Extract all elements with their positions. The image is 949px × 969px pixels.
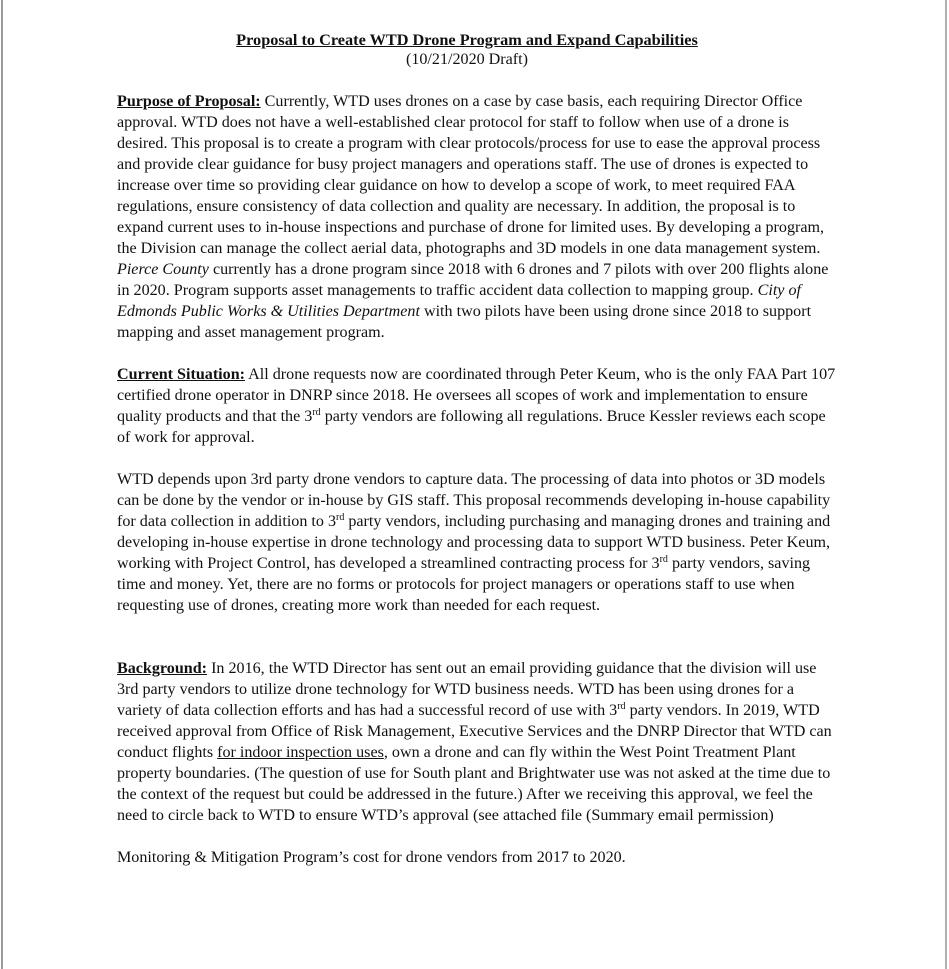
background-paragraph <box>117 658 837 826</box>
vendors-paragraph <box>117 469 837 616</box>
current-text-1: All drone requests now are coordinated through Peter Keum, who is the only FAA Part 107 certified drone operator in DNRP since 2018. He oversees all scopes of work and implementation to ensure quality products and that the 3 <box>117 366 836 425</box>
document-title: Proposal to Create WTD Drone Program and Expand Capabilities <box>236 30 698 49</box>
depends-text-1: WTD depends upon 3rd party drone vendors to capture data. The processing of data into photos or 3D models can be done by the vendor or in-house by GIS staff. This proposal recommends developing in-house capability for data collection in addition to 3 <box>117 471 831 530</box>
current-situation-label: Current Situation: <box>117 366 246 383</box>
page-left-edge <box>1 0 3 969</box>
purpose-italic-edmonds: City of Edmonds Public Works & Utilities Department <box>117 282 801 320</box>
purpose-text-1: Currently, WTD uses drones on a case by case basis, each requiring Director Office approval. WTD does not have a well-established clear protocol for staff to follow when use of a drone is desired. This proposal is to create a program with clear protocols/process for use to ease the approval process and provide clear guidance for busy project managers and operations staff. The use of drones is expected to increase over time so providing clear guidance on how to develop a scope of work, to meet required FAA regulations, ensure consistency of data collection and quality are necessary. In addition, the proposal is to expand current uses to in-house inspections and purchase of drone for limited uses. By developing a program, the Division can manage the collect aerial data, photographs and 3D models in one data management system. <box>117 93 825 257</box>
purpose-italic-pierce: Pierce County <box>117 261 209 278</box>
purpose-label: Purpose of Proposal: <box>117 93 261 110</box>
depends-text-3: party vendors, saving time and money. Yet, there are no forms or protocols for project managers or operations staff to use when requesting use of drones, creating more work than needed for each request. <box>117 555 811 614</box>
depends-sup-2: rd <box>659 554 668 565</box>
document-body <box>117 30 837 868</box>
current-text-2: party vendors are following all regulations. Bruce Kessler reviews each scope of work for approval. <box>117 408 826 446</box>
current-sup-1: rd <box>312 407 321 418</box>
background-text-1: In 2016, the WTD Director has sent out an email providing guidance that the division will use 3rd party vendors to utilize drone technology for WTD business needs. WTD has been using drones for a variety of data collection efforts and has had a successful record of use with 3 <box>117 660 817 719</box>
background-text-3: , own a drone and can fly within the West Point Treatment Plant property boundaries. (The question of use for South plant and Brightwater use was not asked at the time due to the context of the request but could be addressed in the future.) After we receiving this approval, we feel the need to circle back to WTD to ensure WTD’s approval (see attached file (Summary email permission) <box>117 744 831 824</box>
purpose-text-2: currently has a drone program since 2018 with 6 drones and 7 pilots with over 200 flights alone in 2020. Program supports asset managements to traffic accident data collection to mapping group. <box>117 261 829 299</box>
current-situation-paragraph <box>117 364 837 448</box>
document-subtitle: (10/21/2020 Draft) <box>405 51 528 68</box>
monitoring-paragraph: Monitoring & Mitigation Program’s cost for drone vendors from 2017 to 2020. <box>117 849 626 866</box>
indoor-inspection-underlined: for indoor inspection uses <box>217 744 384 761</box>
purpose-paragraph <box>117 91 837 343</box>
purpose-text-3: with two pilots have been using drone since 2018 to support mapping and asset management program. <box>117 303 812 341</box>
background-text-2: party vendors. In 2019, WTD received approval from Office of Risk Management, Executive Services and the DNRP Director that WTD can conduct flights <box>117 702 832 761</box>
depends-text-2: party vendors, including purchasing and managing drones and training and developing in-house expertise in drone technology and processing data to support WTD business. Peter Keum, working with Project Control, has developed a streamlined contracting process for 3 <box>117 513 831 572</box>
depends-sup-1: rd <box>336 512 345 523</box>
background-label: Background: <box>117 660 208 677</box>
page-right-edge <box>945 0 947 969</box>
background-sup-1: rd <box>617 701 626 712</box>
